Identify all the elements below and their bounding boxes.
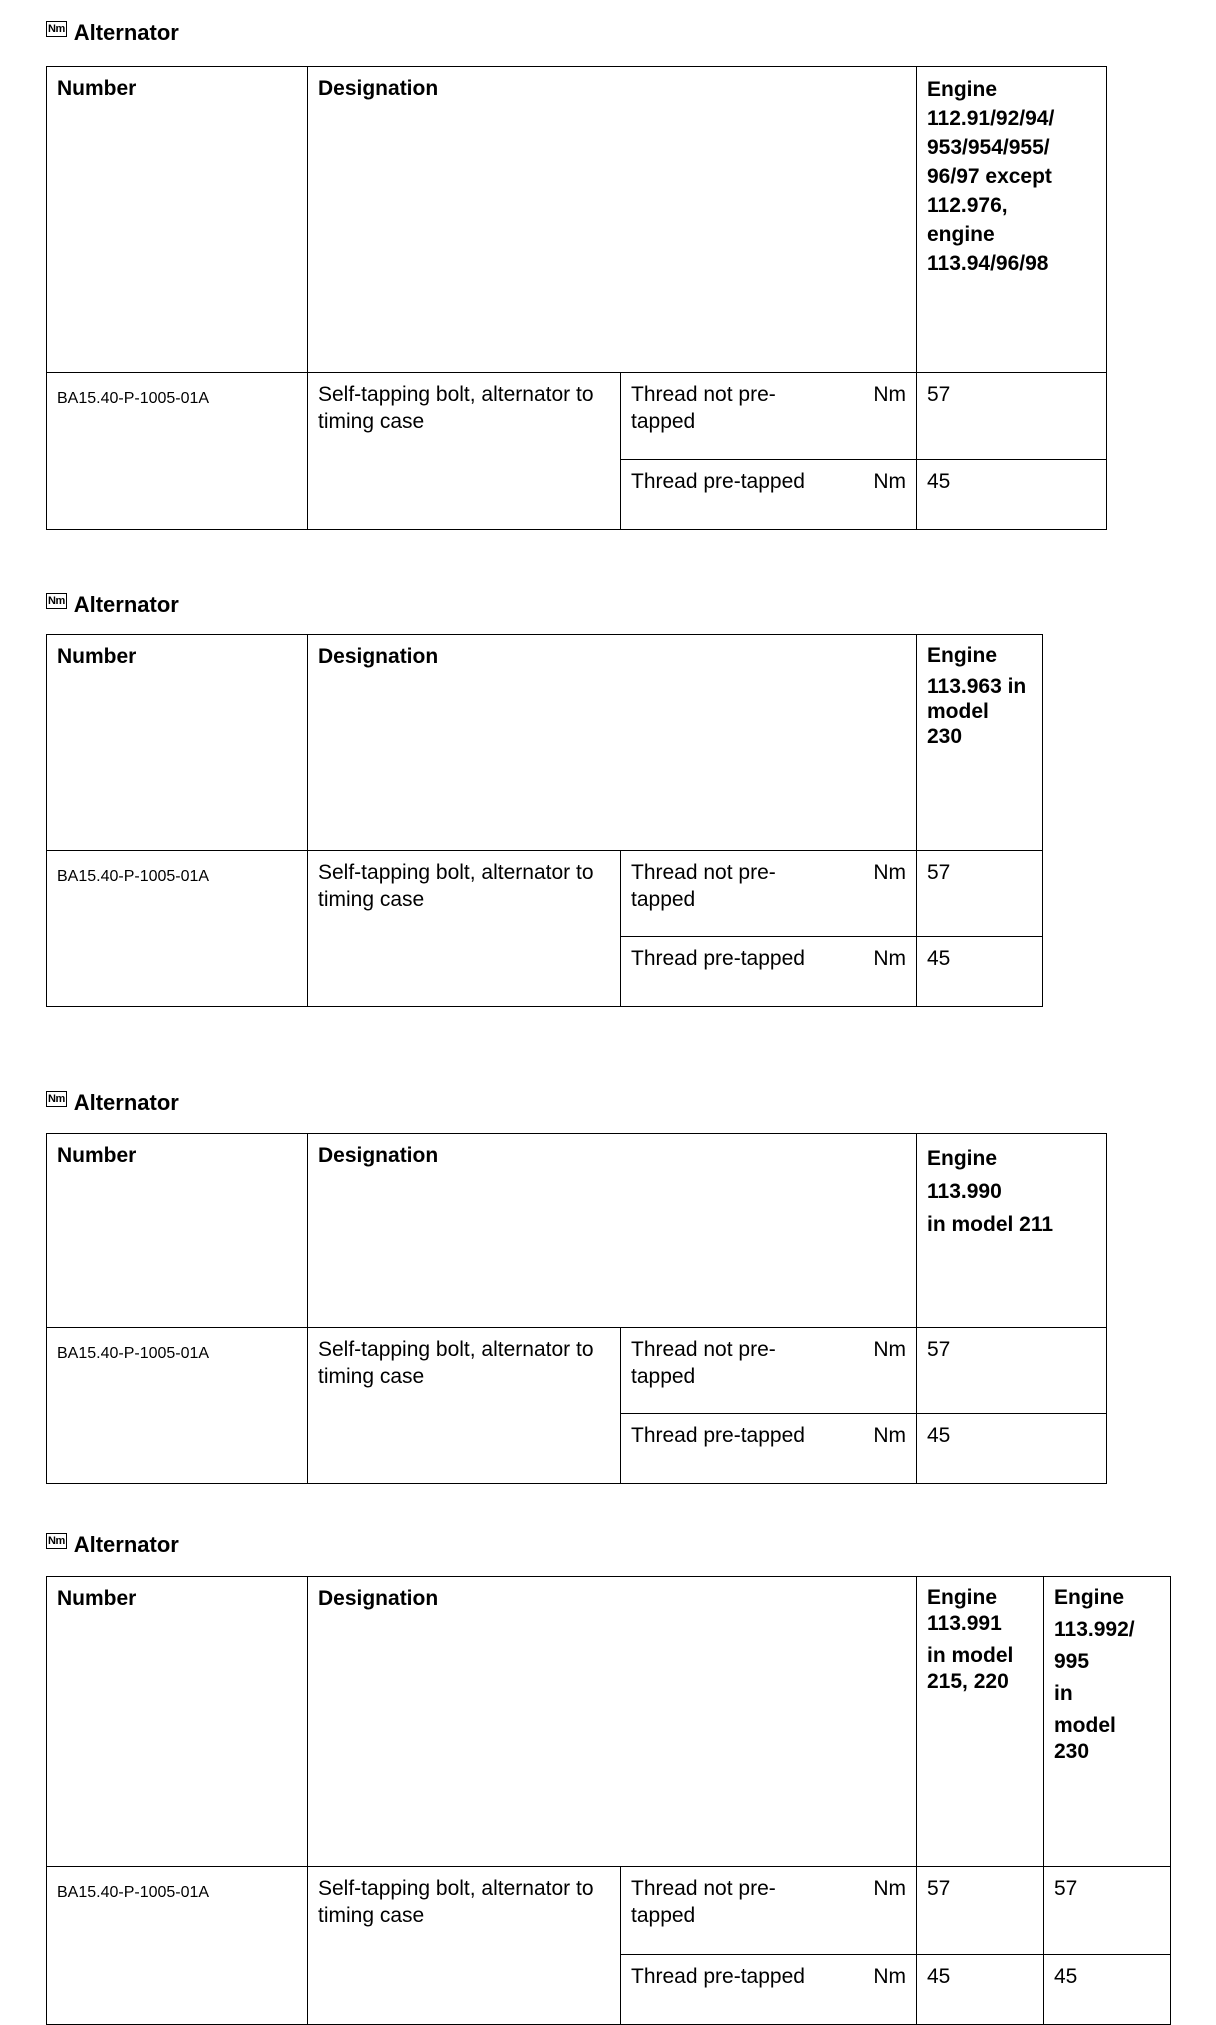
section-title-text: Alternator bbox=[73, 1532, 179, 1557]
header-designation: Designation bbox=[308, 1577, 917, 1867]
torque-nm-icon: Nm bbox=[48, 1093, 65, 1105]
header-engine: Engine 113.990 in model 211 bbox=[917, 1134, 1107, 1328]
condition-unit: Nm bbox=[837, 1867, 917, 1955]
header-number: Number bbox=[47, 67, 308, 373]
condition-unit: Nm bbox=[837, 460, 917, 530]
designation: Self-tapping bolt, alternator to timing case bbox=[308, 1328, 621, 1484]
torque-table bbox=[46, 66, 1107, 530]
torque-table bbox=[46, 1576, 1171, 2025]
condition-label: Thread pre-tapped bbox=[621, 1414, 837, 1484]
section-alternator-1 bbox=[46, 18, 1106, 493]
designation: Self-tapping bolt, alternator to timing case bbox=[308, 373, 621, 530]
section-title-text: Alternator bbox=[73, 1090, 179, 1115]
header-number: Number bbox=[47, 1577, 308, 1867]
torque-value: 57 bbox=[917, 1328, 1107, 1414]
condition-label: Thread pre-tapped bbox=[621, 1955, 837, 2025]
torque-value: 45 bbox=[917, 1955, 1044, 2025]
section-title-text: Alternator bbox=[73, 20, 179, 45]
part-number: BA15.40-P-1005-01A bbox=[47, 1328, 308, 1484]
header-designation: Designation bbox=[308, 635, 917, 851]
header-designation: Designation bbox=[308, 67, 917, 373]
torque-value: 45 bbox=[917, 460, 1107, 530]
condition-label: Thread not pre-tapped bbox=[621, 1328, 837, 1414]
section-alternator-3 bbox=[46, 1088, 1106, 1447]
header-engine: Engine 112.91/92/94/ 953/954/955/ 96/97 except 112.976, engine 113.94/96/98 bbox=[917, 67, 1107, 373]
header-number: Number bbox=[47, 1134, 308, 1328]
condition-unit: Nm bbox=[837, 1955, 917, 2025]
torque-table bbox=[46, 1133, 1107, 1484]
condition-unit: Nm bbox=[837, 1414, 917, 1484]
torque-value: 45 bbox=[917, 937, 1043, 1007]
part-number: BA15.40-P-1005-01A bbox=[47, 1867, 308, 2025]
condition-unit: Nm bbox=[837, 937, 917, 1007]
header-engine: Engine 113.963 in model 230 bbox=[917, 635, 1043, 851]
designation: Self-tapping bolt, alternator to timing case bbox=[308, 1867, 621, 2025]
condition-unit: Nm bbox=[837, 1328, 917, 1414]
condition-label: Thread pre-tapped bbox=[621, 937, 837, 1007]
torque-value: 57 bbox=[917, 1867, 1044, 1955]
header-number: Number bbox=[47, 635, 308, 851]
condition-label: Thread not pre-tapped bbox=[621, 1867, 837, 1955]
torque-nm-icon: Nm bbox=[48, 23, 65, 35]
torque-nm-icon: Nm bbox=[48, 1535, 65, 1547]
torque-table bbox=[46, 634, 1043, 1007]
section-title bbox=[46, 1530, 1170, 1560]
section-title bbox=[46, 590, 1046, 620]
header-designation: Designation bbox=[308, 1134, 917, 1328]
torque-nm-icon: Nm bbox=[48, 595, 65, 607]
section-title bbox=[46, 18, 1106, 48]
header-engine: Engine 113.991 in model 215, 220 bbox=[917, 1577, 1044, 1867]
torque-value-2: 57 bbox=[1044, 1867, 1171, 1955]
condition-label: Thread not pre-tapped bbox=[621, 851, 837, 937]
torque-value-2: 45 bbox=[1044, 1955, 1171, 2025]
torque-value: 57 bbox=[917, 373, 1107, 460]
part-number: BA15.40-P-1005-01A bbox=[47, 373, 308, 530]
header-engine-2: Engine 113.992/ 995 in model 230 bbox=[1044, 1577, 1171, 1867]
section-title-text: Alternator bbox=[73, 592, 179, 617]
condition-label: Thread pre-tapped bbox=[621, 460, 837, 530]
section-alternator-2 bbox=[46, 590, 1046, 970]
part-number: BA15.40-P-1005-01A bbox=[47, 851, 308, 1007]
condition-unit: Nm bbox=[837, 373, 917, 460]
section-alternator-4 bbox=[46, 1530, 1170, 1988]
condition-unit: Nm bbox=[837, 851, 917, 937]
condition-label: Thread not pre-tapped bbox=[621, 373, 837, 460]
designation: Self-tapping bolt, alternator to timing case bbox=[308, 851, 621, 1007]
section-title bbox=[46, 1088, 1106, 1118]
torque-value: 57 bbox=[917, 851, 1043, 937]
torque-value: 45 bbox=[917, 1414, 1107, 1484]
